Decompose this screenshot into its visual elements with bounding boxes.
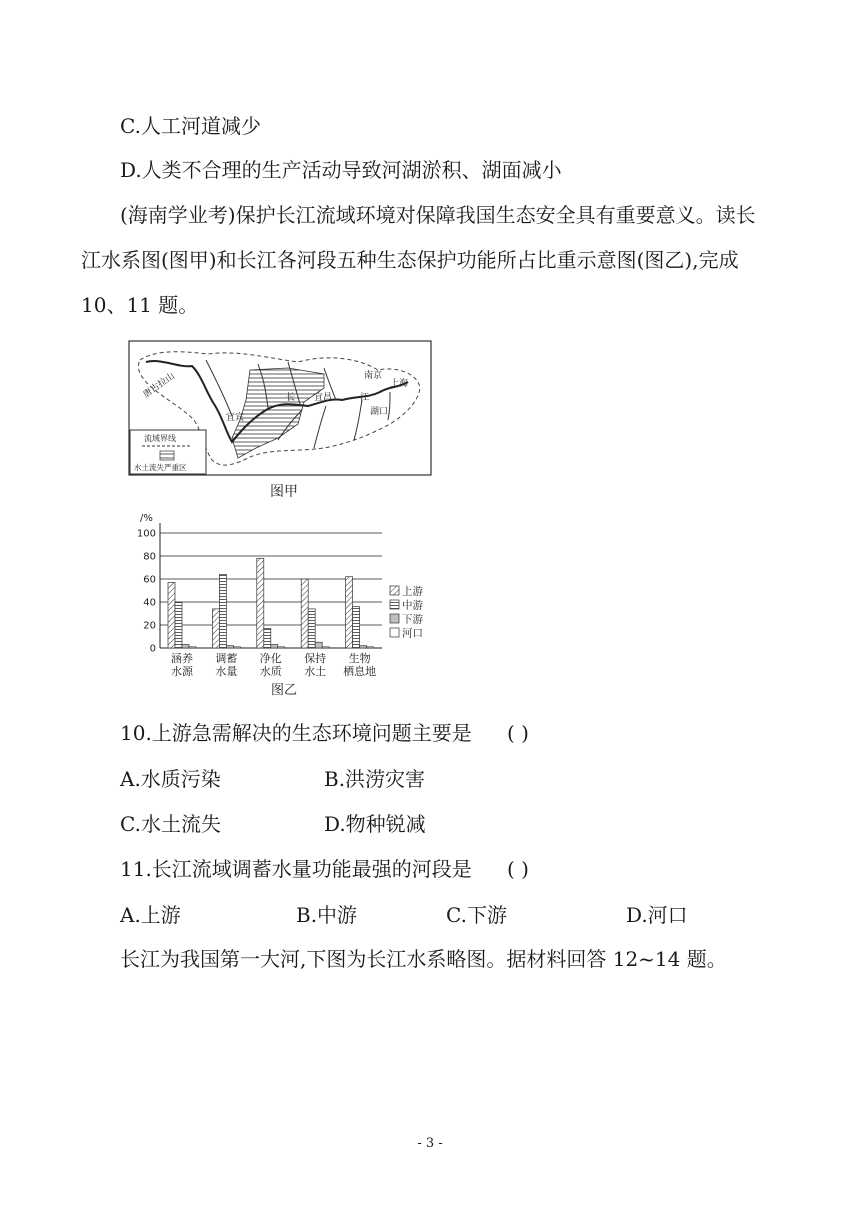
x-tick-label: 栖息地 bbox=[343, 665, 377, 678]
bar bbox=[353, 607, 360, 648]
x-tick-label: 水土 bbox=[304, 665, 327, 678]
legend-label: 上游 bbox=[402, 585, 423, 598]
x-tick-label: 保持 bbox=[304, 652, 327, 665]
bar bbox=[301, 579, 308, 648]
question-11-bracket: ( ) bbox=[507, 857, 529, 881]
x-tick-label: 水源 bbox=[171, 665, 193, 678]
label-shanghai: 上海 bbox=[390, 379, 409, 389]
bar bbox=[226, 646, 233, 648]
legend-label: 下游 bbox=[402, 613, 423, 626]
map-caption: 图甲 bbox=[270, 484, 298, 500]
legend-label: 河口 bbox=[402, 627, 423, 640]
q10-option-a[interactable]: A.水质污染 bbox=[120, 767, 221, 791]
label-tanggula: 唐古拉山 bbox=[141, 371, 177, 401]
bar bbox=[308, 609, 315, 648]
chart-caption: 图乙 bbox=[270, 683, 298, 698]
bar bbox=[182, 645, 189, 648]
x-tick-label: 净化 bbox=[259, 652, 282, 665]
legend-erosion-label: 水土流失严重区 bbox=[134, 463, 187, 472]
intro-line-2: 江水系图(图甲)和长江各河段五种生态保护功能所占比重示意图(图乙),完成 bbox=[81, 248, 739, 272]
bar bbox=[189, 647, 196, 648]
question-10: 10.上游急需解决的生态环境问题主要是 bbox=[120, 721, 472, 745]
bar bbox=[233, 647, 240, 648]
q11-option-d[interactable]: D.河口 bbox=[626, 903, 688, 927]
bar bbox=[278, 647, 285, 648]
bar bbox=[257, 558, 264, 648]
bar bbox=[346, 577, 353, 648]
intro-line-3: 10、11 题。 bbox=[81, 293, 199, 317]
question-10-bracket: ( ) bbox=[507, 721, 529, 745]
bar bbox=[264, 628, 271, 648]
y-axis-label: /% bbox=[140, 513, 153, 524]
q11-option-c[interactable]: C.下游 bbox=[446, 903, 507, 927]
option-d-q9: D.人类不合理的生产活动导致河湖淤积、湖面减小 bbox=[120, 158, 562, 182]
q11-option-a[interactable]: A.上游 bbox=[120, 903, 181, 927]
legend-swatch bbox=[390, 586, 399, 595]
y-tick-label: 0 bbox=[149, 643, 156, 655]
label-nanjing: 南京 bbox=[364, 371, 383, 381]
y-tick-label: 80 bbox=[143, 551, 156, 563]
x-tick-label: 水量 bbox=[215, 665, 238, 678]
bar-chart-figure bbox=[118, 508, 438, 708]
bar bbox=[367, 647, 374, 648]
q10-option-b[interactable]: B.洪涝灾害 bbox=[324, 767, 426, 791]
legend-swatch bbox=[390, 600, 399, 609]
y-tick-label: 60 bbox=[143, 574, 156, 586]
legend-label: 中游 bbox=[402, 599, 423, 612]
bar bbox=[219, 574, 226, 648]
y-tick-label: 40 bbox=[143, 597, 156, 609]
bar bbox=[175, 602, 182, 648]
legend-swatch bbox=[390, 614, 399, 623]
label-yibin: 宜宾 bbox=[226, 413, 245, 423]
next-intro: 长江为我国第一大河,下图为长江水系略图。据材料回答 12~14 题。 bbox=[120, 947, 727, 971]
q10-option-d[interactable]: D.物种锐减 bbox=[324, 812, 426, 836]
legend-boundary-label: 流域界线 bbox=[144, 434, 176, 443]
option-c-q9: C.人工河道减少 bbox=[120, 114, 261, 138]
x-tick-label: 水质 bbox=[259, 665, 282, 678]
intro-line-1: (海南学业考)保护长江流域环境对保障我国生态安全具有重要意义。读长 bbox=[120, 203, 756, 227]
label-chang: 长 bbox=[286, 393, 296, 403]
page-number: - 3 - bbox=[417, 1136, 443, 1151]
bar bbox=[322, 647, 329, 648]
bar bbox=[360, 646, 367, 648]
label-jiang: 江 bbox=[360, 393, 370, 403]
bar bbox=[168, 582, 175, 648]
label-hukou: 湖口 bbox=[370, 407, 389, 417]
bar bbox=[315, 642, 322, 648]
q10-option-c[interactable]: C.水土流失 bbox=[120, 812, 221, 836]
x-tick-label: 涵养 bbox=[171, 652, 193, 665]
bar bbox=[212, 609, 219, 648]
bar bbox=[271, 645, 278, 648]
x-tick-label: 生物 bbox=[348, 652, 371, 665]
y-tick-label: 20 bbox=[143, 620, 156, 632]
label-yichang: 宜昌 bbox=[314, 393, 333, 403]
legend-swatch bbox=[390, 628, 399, 637]
x-tick-label: 调蓄 bbox=[215, 652, 238, 665]
question-11: 11.长江流域调蓄水量功能最强的河段是 bbox=[120, 857, 472, 881]
y-tick-label: 100 bbox=[136, 528, 156, 540]
q11-option-b[interactable]: B.中游 bbox=[296, 903, 358, 927]
map-yangtze-figure bbox=[128, 340, 432, 480]
